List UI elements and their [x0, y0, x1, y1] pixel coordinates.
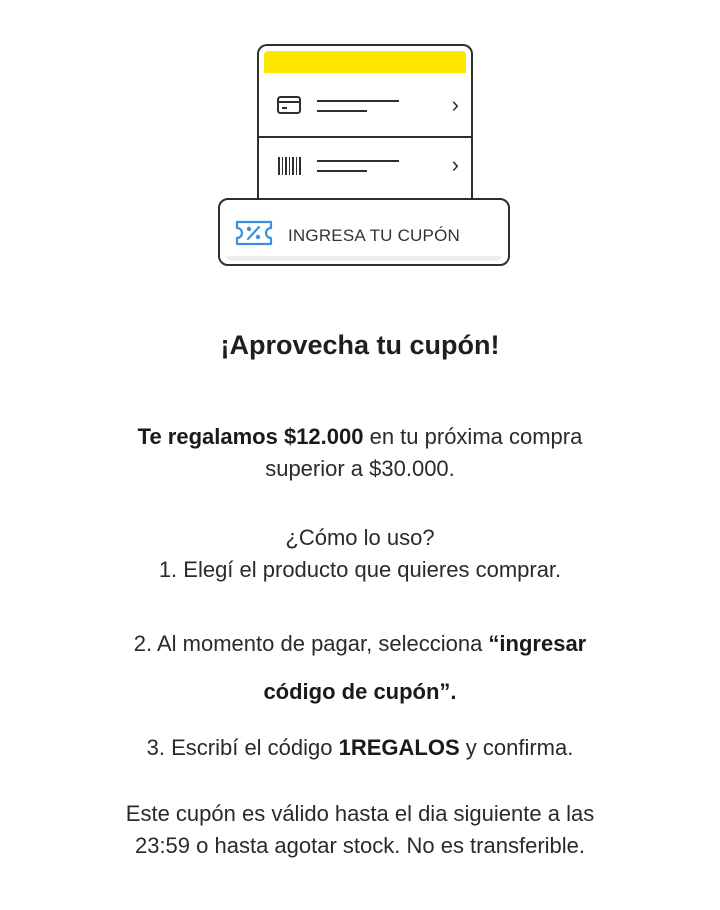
offer-text: en tu próxima compra	[363, 424, 583, 449]
coupon-entry-label: INGRESA TU CUPÓN	[288, 226, 460, 245]
terms-line-2: 23:59 o hasta agotar stock. No es transferible.	[134, 833, 586, 858]
step-3-prefix: 3. Escribí el código	[146, 735, 339, 760]
yellow-header-bar	[264, 51, 466, 73]
barcode-icon	[277, 156, 303, 181]
page-title: ¡Aprovecha tu cupón!	[220, 330, 500, 360]
coupon-code: 1REGALOS	[338, 735, 460, 760]
placeholder-lines	[317, 160, 399, 180]
step-3-suffix: y confirma.	[459, 735, 574, 760]
howto-section	[40, 522, 680, 586]
barcode-row	[259, 138, 471, 196]
coupon-ticket-icon	[235, 220, 273, 251]
coupon-illustration	[0, 0, 720, 290]
step-2-highlight-a: “ingresar	[488, 631, 587, 656]
coupon-box-shadow	[226, 256, 502, 261]
credit-card-icon	[277, 96, 301, 119]
offer-description	[40, 421, 680, 485]
step-1: 1. Elegí el producto que quieres comprar.	[158, 557, 562, 582]
placeholder-lines	[317, 100, 399, 120]
step-2-text: 2. Al momento de pagar, selecciona	[133, 631, 489, 656]
terms-line-1: Este cupón es válido hasta el dia siguiente a las	[125, 801, 595, 826]
coupon-entry-box	[218, 198, 510, 266]
terms-text	[40, 798, 680, 862]
checkout-card-illustration	[257, 44, 473, 206]
chevron-right-icon: ›	[451, 152, 459, 177]
offer-minimum: superior a $30.000.	[265, 456, 455, 481]
chevron-right-icon: ›	[451, 92, 459, 117]
step-2	[40, 620, 680, 716]
step-2-highlight-b: código de cupón”.	[263, 679, 457, 704]
offer-amount: Te regalamos $12.000	[137, 424, 364, 449]
howto-question: ¿Cómo lo uso?	[285, 525, 435, 550]
step-3	[40, 732, 680, 764]
payment-card-row	[259, 78, 471, 138]
